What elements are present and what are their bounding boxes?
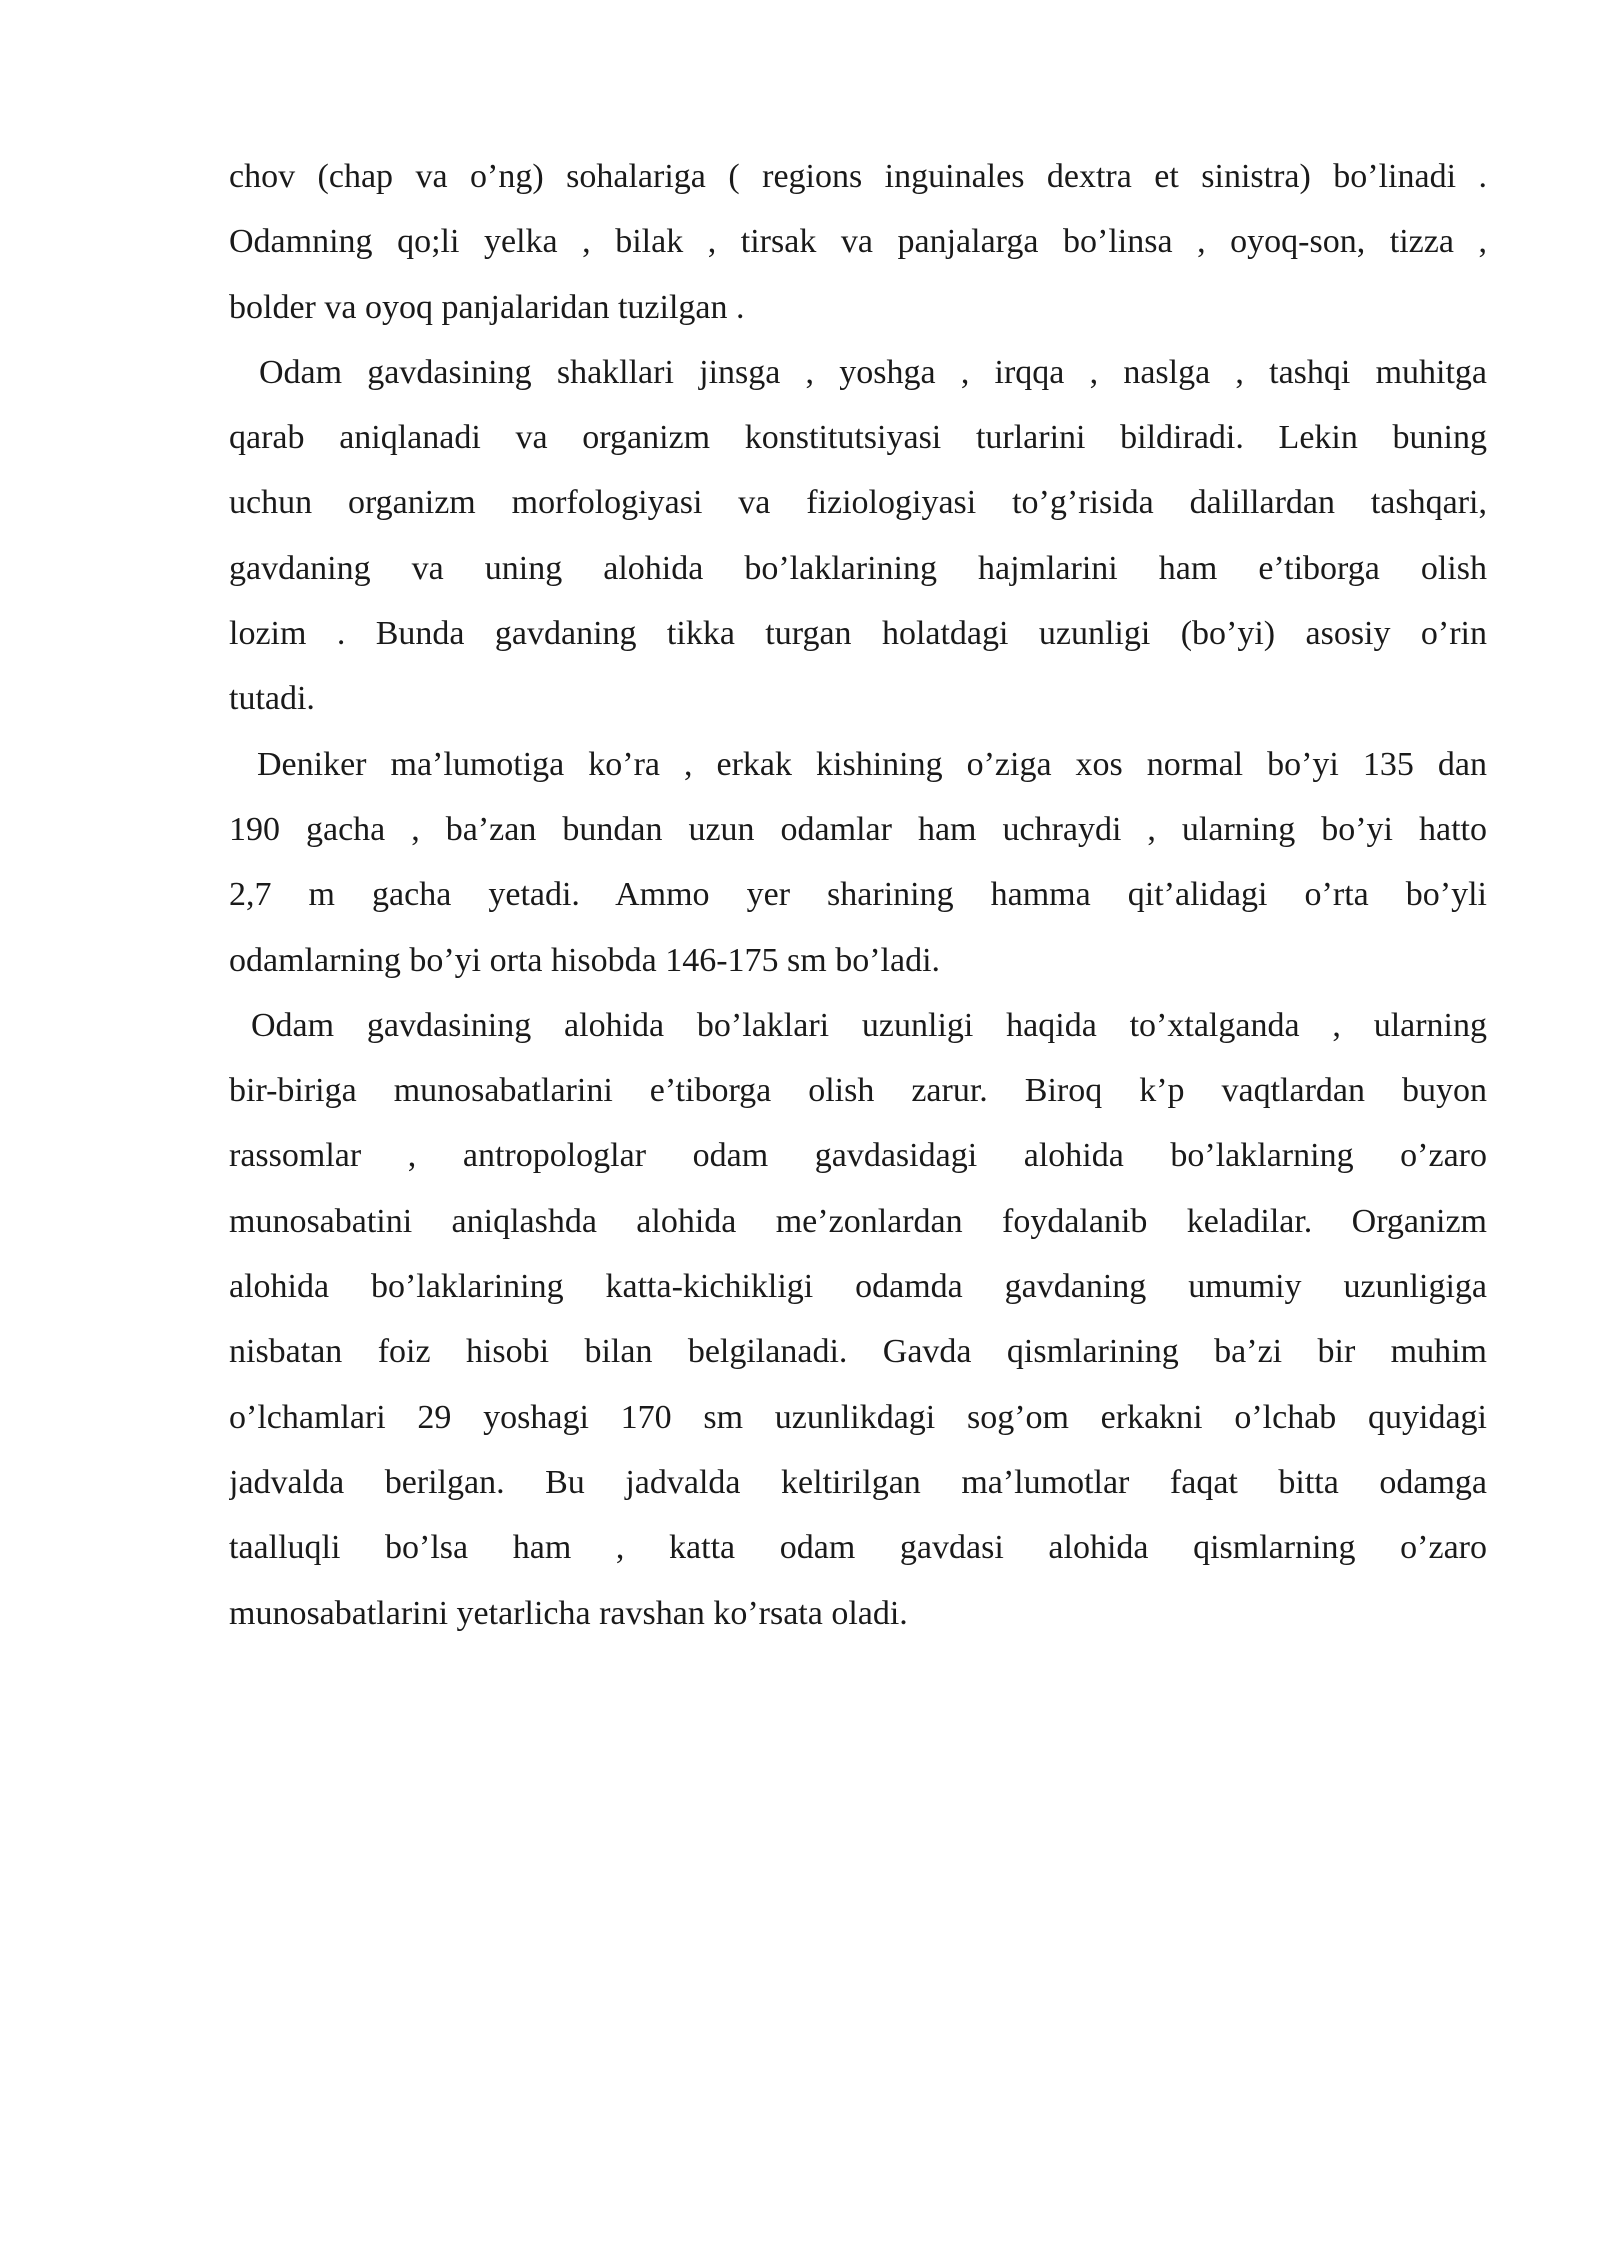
text-line: o’lchamlari 29 yoshagi 170 sm uzunlikdagi sog’om erkakni o’lchab quyidagi (229, 1398, 1487, 1436)
text-line: taalluqli bo’lsa ham , katta odam gavdasi alohida qismlarning o’zaro (229, 1529, 1487, 1567)
text-line-content: Deniker ma’lumotiga ko’ra , erkak kishining o’ziga xos normal bo’yi 135 dan (257, 745, 1487, 783)
document-page (229, 150, 1487, 1652)
paragraph (229, 738, 1487, 999)
text-line (229, 346, 1487, 411)
text-line-content: Odam gavdasining alohida bo’laklari uzunligi haqida to’xtalganda , ularning (251, 1006, 1487, 1044)
text-line: 190 gacha , ba’zan bundan uzun odamlar ham uchraydi , ularning bo’yi hatto (229, 810, 1487, 848)
text-line (229, 999, 1487, 1064)
text-line: chov (chap va o’ng) sohalariga ( regions inguinales dextra et sinistra) bo’linadi . (229, 158, 1487, 195)
text-line (229, 738, 1487, 803)
text-line: alohida bo’laklarining katta-kichikligi odamda gavdaning umumiy uzunligiga (229, 1268, 1487, 1306)
text-line: jadvalda berilgan. Bu jadvalda keltirilgan ma’lumotlar faqat bitta odamga (229, 1463, 1487, 1501)
text-line: uchun organizm morfologiyasi va fiziologiyasi to’g’risida dalillardan tashqari, (229, 484, 1487, 522)
text-line: bolder va oyoq panjalaridan tuzilgan . (229, 288, 745, 326)
text-line: munosabatlarini yetarlicha ravshan ko’rsata oladi. (229, 1594, 908, 1632)
text-line: qarab aniqlanadi va organizm konstitutsiyasi turlarini bildiradi. Lekin buning (229, 419, 1487, 457)
text-line: 2,7 m gacha yetadi. Ammo yer sharining hamma qit’alidagi o’rta bo’yli (229, 876, 1487, 914)
paragraph (229, 999, 1487, 1652)
paragraph (229, 346, 1487, 738)
text-line: Odamning qo;li yelka , bilak , tirsak va panjalarga bo’linsa , oyoq-son, tizza , (229, 223, 1487, 261)
paragraph (229, 150, 1487, 346)
text-line: rassomlar , antropologlar odam gavdasidagi alohida bo’laklarning o’zaro (229, 1137, 1487, 1175)
text-line: nisbatan foiz hisobi bilan belgilanadi. Gavda qismlarining ba’zi bir muhim (229, 1333, 1487, 1371)
text-line: tutadi. (229, 680, 315, 718)
text-line: munosabatini aniqlashda alohida me’zonlardan foydalanib keladilar. Organizm (229, 1202, 1487, 1240)
text-line: lozim . Bunda gavdaning tikka turgan holatdagi uzunligi (bo’yi) asosiy o’rin (229, 615, 1487, 653)
text-line-content: Odam gavdasining shakllari jinsga , yoshga , irqqa , naslga , tashqi muhitga (259, 353, 1487, 391)
text-line: gavdaning va uning alohida bo’laklarining hajmlarini ham e’tiborga olish (229, 549, 1487, 587)
text-line: bir-biriga munosabatlarini e’tiborga olish zarur. Biroq k’p vaqtlardan buyon (229, 1072, 1487, 1110)
text-line: odamlarning bo’yi orta hisobda 146-175 sm bo’ladi. (229, 941, 941, 979)
